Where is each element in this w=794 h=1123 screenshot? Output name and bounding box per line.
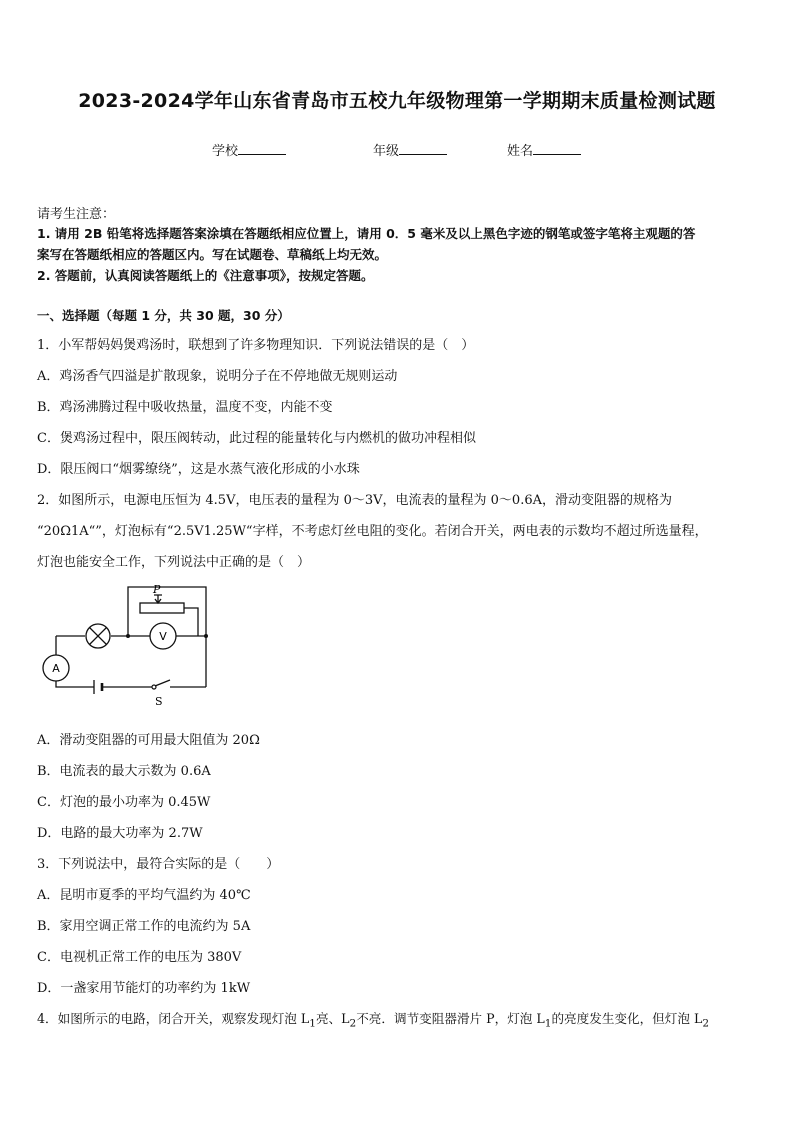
q4-subscript-2: 2 [349,1017,357,1030]
q2-stem-line-1: 2．如图所示，电源电压恒为 4.5V，电压表的量程为 0～3V，电流表的量程为 0～0.6A，滑动变阻器的规格为 [37,493,672,508]
q3-option-c[interactable]: C．电视机正常工作的电压为 380V [37,950,242,965]
slider-label: P [153,583,161,596]
q1-option-a[interactable]: A．鸡汤香气四溢是扩散现象，说明分子在不停地做无规则运动 [37,369,398,384]
q2-option-c[interactable]: C．灯泡的最小功率为 0.45W [37,795,211,810]
junction-right [204,634,208,638]
notice-item-1-line-2: 案写在答题纸相应的答题区内。写在试题卷、草稿纸上均无效。 [37,247,388,262]
q2-option-b[interactable]: B．电流表的最大示数为 0.6A [37,764,211,779]
q4-text-2: 亮、L [315,1011,350,1026]
rheostat-symbol [140,603,184,613]
notice-item-2: 2. 答题前，认真阅读答题纸上的《注意事项》，按规定答题。 [37,268,374,283]
grade-field[interactable] [373,140,447,159]
q2-stem-line-3: 灯泡也能安全工作，下列说法中正确的是（ ） [37,555,311,570]
name-blank[interactable] [533,142,581,155]
q4-subscript-4: 2 [702,1017,710,1030]
page-title: 2023-2024学年山东省青岛市五校九年级物理第一学期期末质量检测试题 [78,90,716,112]
notice-heading: 请考生注意： [37,207,116,222]
ammeter-label: A [52,662,60,675]
voltmeter-label: V [159,630,167,643]
q2-option-d[interactable]: D．电路的最大功率为 2.7W [37,826,203,841]
circuit-diagram [36,583,216,713]
q1-option-c[interactable]: C．煲鸡汤过程中，限压阀转动，此过程的能量转化与内燃机的做功冲程相似 [37,431,476,446]
school-blank[interactable] [238,142,286,155]
school-field[interactable] [212,140,286,159]
q4-text-1: 4．如图所示的电路，闭合开关，观察发现灯泡 L [37,1011,310,1026]
q4-subscript-3: 1 [544,1017,552,1030]
q3-option-a[interactable]: A．昆明市夏季的平均气温约为 40℃ [37,888,251,903]
wire-left-lower [56,681,94,687]
section-heading: 一、选择题（每题 1 分，共 30 题，30 分） [37,308,290,323]
switch-lever [155,680,170,686]
notice-item-1-line-1: 1. 请用 2B 铅笔将选择题答案涂填在答题纸相应位置上，请用 0．5 毫米及以上黑色字迹的钢笔或签字笔将主观题的答 [37,226,696,241]
switch-label: S [155,695,163,708]
name-field[interactable] [507,140,581,159]
q4-stem-line-1 [37,1008,709,1030]
q1-option-d[interactable]: D．限压阀口“烟雾缭绕”，这是水蒸气液化形成的小水珠 [37,462,360,477]
q4-text-4: 的亮度发生变化，但灯泡 L [551,1011,703,1026]
junction-left [126,634,130,638]
q2-option-a[interactable]: A．滑动变阻器的可用最大阻值为 20Ω [37,733,260,748]
q4-text-3: 不亮．调节变阻器滑片 P，灯泡 L [356,1011,545,1026]
grade-blank[interactable] [399,142,447,155]
grade-label: 年级 [373,144,400,159]
q2-stem-line-2: “20Ω1A“”，灯泡标有“2.5V1.25W“字样，不考虑灯丝电阻的变化。若闭合开关，两电表的示数均不超过所选量程， [37,524,708,539]
q3-stem: 3．下列说法中，最符合实际的是（ ） [37,857,280,872]
q1-stem: 1．小军帮妈妈煲鸡汤时，联想到了许多物理知识．下列说法错误的是（ ） [37,338,475,353]
q1-option-b[interactable]: B．鸡汤沸腾过程中吸收热量，温度不变，内能不变 [37,400,333,415]
wire-rheostat-right [184,608,198,636]
q3-option-b[interactable]: B．家用空调正常工作的电流约为 5A [37,919,251,934]
q4-subscript-1: 1 [309,1017,316,1030]
school-label: 学校 [212,144,239,159]
name-label: 姓名 [507,144,534,159]
q3-option-d[interactable]: D．一盏家用节能灯的功率约为 1kW [37,981,251,996]
